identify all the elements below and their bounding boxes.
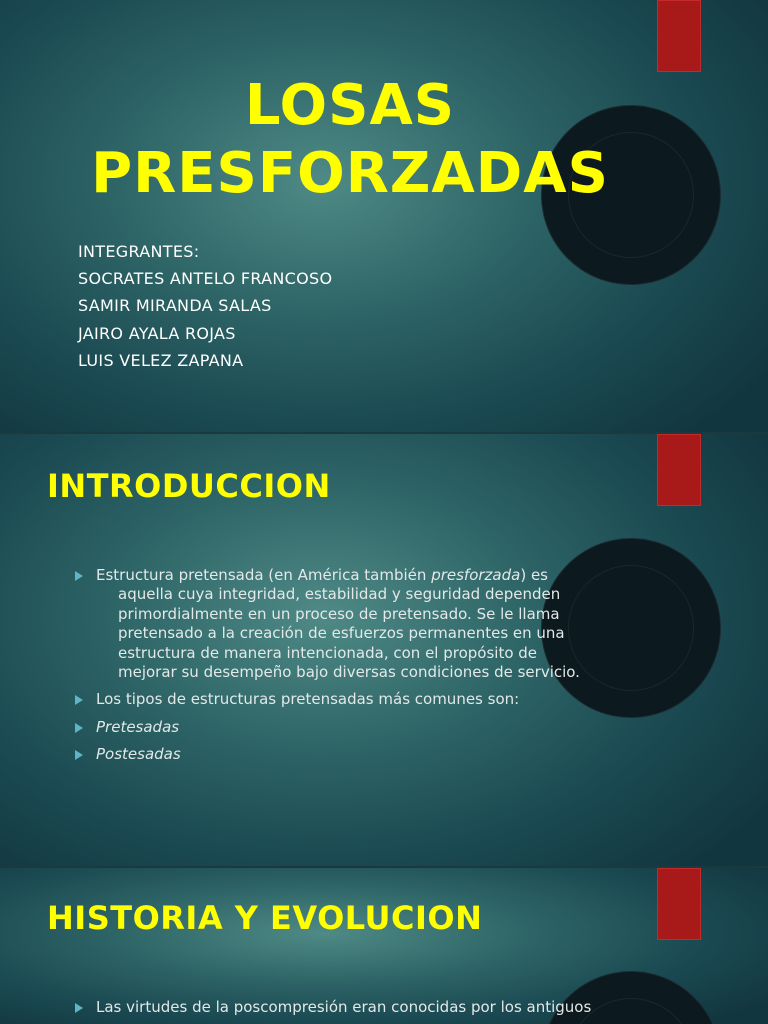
- member-name: JAIRO AYALA ROJAS: [78, 323, 236, 343]
- bullet-triangle-icon: [75, 723, 83, 733]
- red-accent-bar: [657, 0, 701, 72]
- member-name: SOCRATES ANTELO FRANCOSO: [78, 269, 333, 289]
- bullet-text: pretensado a la creación de esfuerzos permanentes en una: [118, 624, 565, 643]
- bullet-triangle-icon: [75, 1003, 83, 1013]
- bullet-triangle-icon: [75, 571, 83, 581]
- bullet-text: ) es: [520, 566, 548, 584]
- bullet-text: aquella cuya integridad, estabilidad y seguridad dependen: [118, 585, 561, 604]
- members-heading: INTEGRANTES:: [78, 242, 200, 261]
- bullet-text: Las virtudes de la poscompresión eran conocidas por los antiguos: [96, 998, 592, 1016]
- bullet-triangle-icon: [75, 695, 83, 705]
- red-accent-bar: [657, 868, 701, 940]
- bullet-text: Postesadas: [96, 745, 181, 764]
- member-name: SAMIR MIRANDA SALAS: [78, 296, 272, 316]
- bullet-item: [75, 998, 635, 1017]
- bullet-item: [75, 566, 635, 682]
- presentation-title: [70, 72, 630, 208]
- red-accent-bar: [657, 434, 701, 506]
- bullet-text: Pretesadas: [96, 717, 180, 736]
- bullet-text: primordialmente en un proceso de pretensado. Se le llama: [118, 604, 560, 623]
- slide-introduccion: [0, 434, 768, 866]
- bullet-item: [75, 745, 635, 764]
- slide-heading: INTRODUCCION: [47, 467, 331, 505]
- bullet-text: mejorar su desempeño bajo diversas condiciones de servicio.: [118, 663, 580, 682]
- bullet-item: [75, 718, 635, 737]
- member-name: LUIS VELEZ ZAPANA: [78, 350, 244, 370]
- title-line-2: PRESFORZADAS: [91, 141, 609, 206]
- bullet-list: [75, 998, 635, 1024]
- bullet-triangle-icon: [75, 750, 83, 760]
- slide-heading: HISTORIA Y EVOLUCION: [47, 899, 483, 937]
- members-list: [78, 238, 332, 374]
- bullet-list: [75, 566, 635, 773]
- slide-historia: [0, 868, 768, 1024]
- bullet-text: Estructura pretensada (en América también: [96, 566, 432, 584]
- bullet-text: estructura de manera intencionada, con el propósito de: [118, 643, 538, 662]
- bullet-text: Los tipos de estructuras pretensadas más comunes son:: [96, 690, 520, 709]
- bullet-text-italic: presforzada: [431, 566, 521, 584]
- slide-title: [0, 0, 768, 432]
- bullet-item: [75, 690, 635, 709]
- title-line-1: LOSAS: [244, 73, 456, 138]
